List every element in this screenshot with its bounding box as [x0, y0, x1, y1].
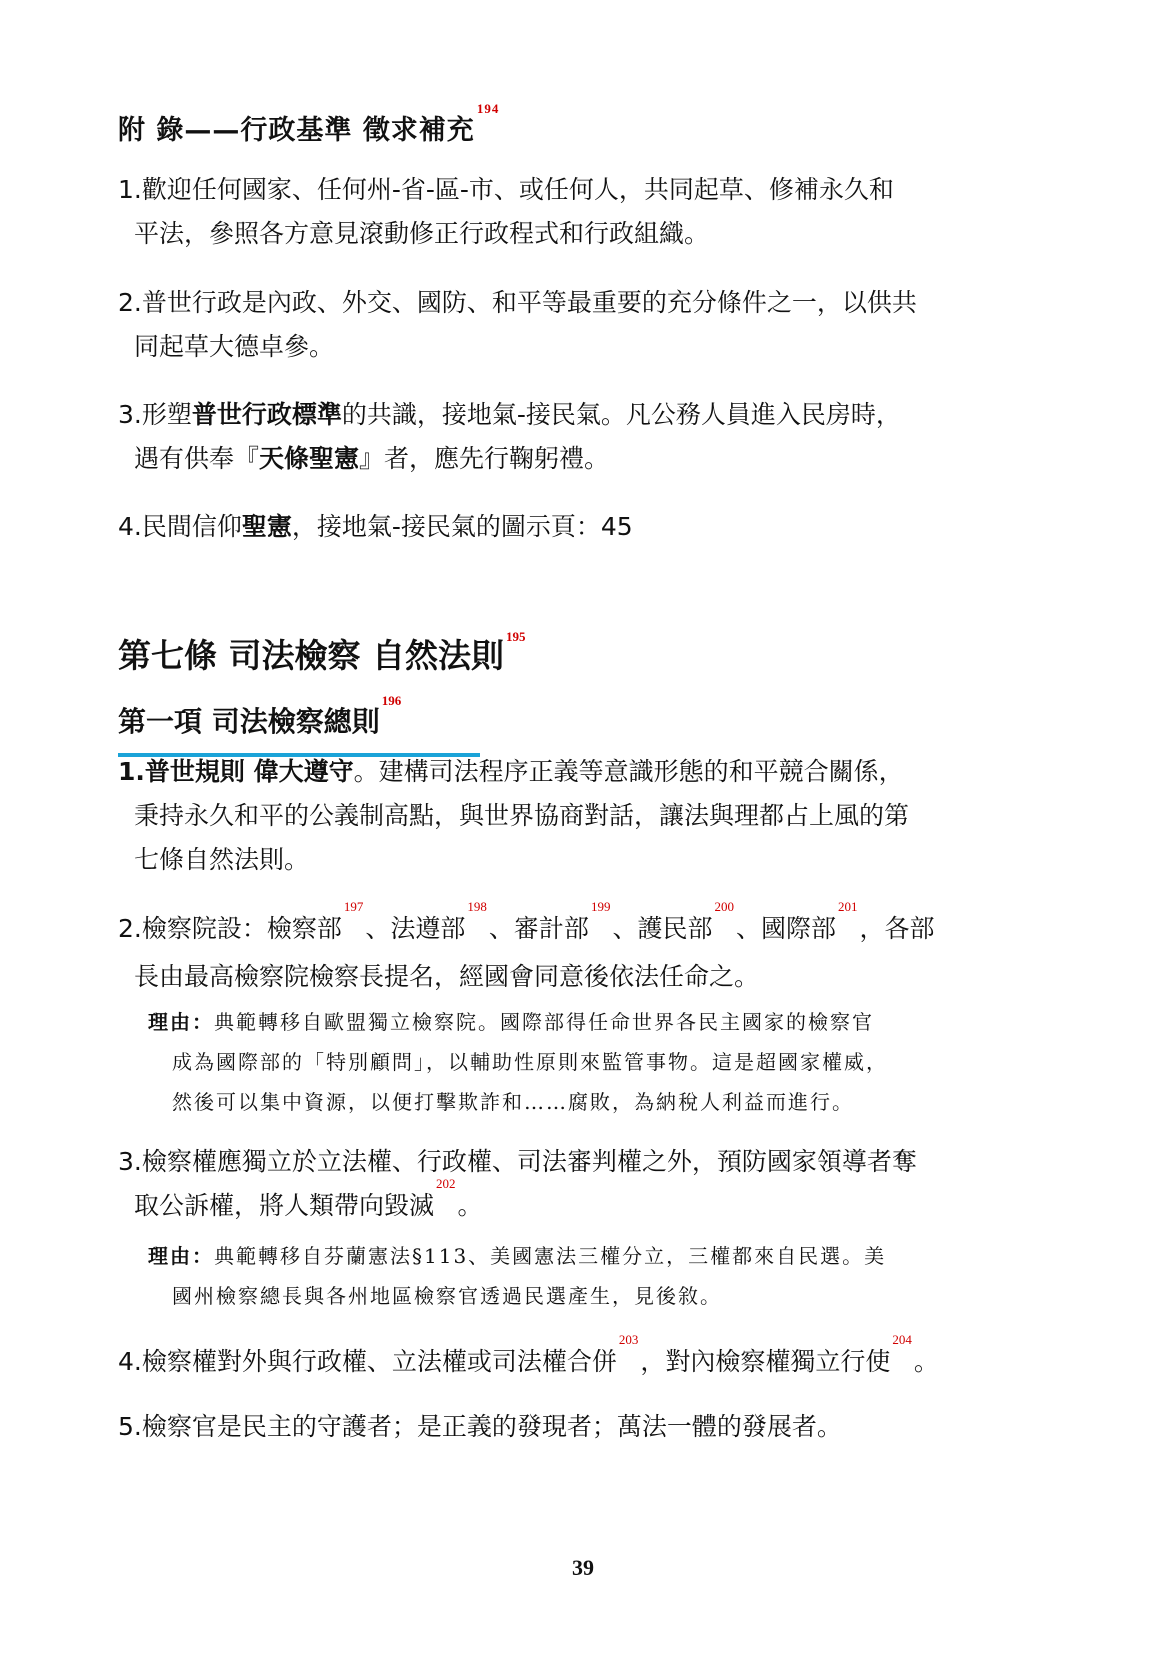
- appendix-item-4: [118, 505, 633, 549]
- text-run: 。: [457, 1191, 483, 1220]
- text-run: 的共識，接地氣-接民氣。凡公務人員進入民房時，: [341, 400, 901, 429]
- text-line: 2.普世行政是內政、外交、國防、和平等最重要的充分條件之一，以供共: [118, 288, 917, 317]
- page-number: 39: [572, 1555, 594, 1580]
- footnote-ref: 197: [343, 899, 364, 914]
- text-line: 長由最高檢察院檢察長提名，經國會同意後依法任命之。: [134, 962, 760, 991]
- reason-block: [148, 1236, 886, 1316]
- text-run: 。建構司法程序正義等意識形態的和平競合關係，: [353, 757, 904, 786]
- article-item-5: [118, 1405, 842, 1449]
- footnote-ref: 196: [381, 693, 402, 708]
- text-line: 1.歡迎任何國家、任何州-省-區-市、或任何人，共同起草、修補永久和: [118, 175, 894, 204]
- text-run: 。: [913, 1347, 939, 1376]
- reason-text: 國州檢察總長與各州地區檢察官透過民選產生，見後敘。: [172, 1284, 722, 1308]
- text-run: 3.形塑: [118, 400, 192, 429]
- bold-term: 天條聖憲: [259, 444, 360, 473]
- appendix-title: 附 錄——行政基準 徵求補充: [118, 115, 475, 146]
- footnote-ref: 194: [476, 101, 500, 116]
- text-run: 遇有供奉『: [134, 444, 260, 473]
- dept-name: 審計部: [513, 914, 589, 943]
- reason-text: 然後可以集中資源，以便打擊欺詐和……腐敗，為納稅人利益而進行。: [172, 1090, 854, 1114]
- footnote-ref: 204: [892, 1332, 912, 1347]
- bold-term: 1.普世規則 偉大遵守: [118, 757, 354, 786]
- section-heading: [118, 693, 403, 740]
- text-line: 平法，參照各方意見滾動修正行政程式和行政組織。: [134, 219, 710, 248]
- text-run: 4.檢察權對外與行政權、立法權或司法權合併: [118, 1347, 617, 1376]
- reason-label: 理由：: [148, 1244, 214, 1268]
- footnote-ref: 200: [714, 899, 734, 914]
- appendix-item-2: [118, 281, 917, 369]
- bold-term: 普世行政標準: [191, 400, 342, 429]
- reason-label: 理由：: [148, 1010, 214, 1034]
- text-run: 』者，應先行鞠躬禮。: [359, 444, 610, 473]
- footnote-ref: 203: [618, 1332, 639, 1347]
- article-item-4: [118, 1332, 939, 1388]
- footnote-ref: 201: [838, 899, 858, 914]
- article-heading: [118, 630, 527, 677]
- text-run: 2.檢察院設：: [118, 914, 267, 943]
- text-line: 3.檢察權應獨立於立法權、行政權、司法審判權之外，預防國家領導者奪: [118, 1147, 917, 1176]
- dept-name: 國際部: [760, 914, 836, 943]
- section-title: 第一項 司法檢察總則: [118, 705, 380, 738]
- reason-text: 典範轉移自芬蘭憲法§113、美國憲法三權分立，三權都來自民選。美: [214, 1244, 887, 1268]
- text-run: ，各部: [859, 914, 935, 943]
- appendix-item-1: [118, 168, 894, 256]
- article-item-2: [118, 899, 935, 999]
- text-line: 七條自然法則。: [134, 845, 310, 874]
- reason-block: [148, 1002, 888, 1122]
- text-run: 、: [735, 914, 761, 943]
- text-run: 、: [365, 914, 391, 943]
- footnote-ref: 198: [467, 899, 487, 914]
- article-item-3: [118, 1140, 917, 1232]
- dept-name: 護民部: [637, 914, 713, 943]
- bold-term: 聖憲: [241, 512, 292, 541]
- text-line: 秉持永久和平的公義制高點，與世界協商對話，讓法與理都占上風的第: [134, 801, 910, 830]
- dept-name: 檢察部: [266, 914, 342, 943]
- text-run: 、: [612, 914, 638, 943]
- text-line: 5.檢察官是民主的守護者；是正義的發現者；萬法一體的發展者。: [118, 1412, 842, 1441]
- reason-text: 成為國際部的「特別顧問」，以輔助性原則來監管事物。這是超國家權威，: [172, 1050, 888, 1074]
- reason-text: 典範轉移自歐盟獨立檢察院。國際部得任命世界各民主國家的檢察官: [214, 1010, 874, 1034]
- dept-name: 法遵部: [390, 914, 466, 943]
- text-run: 、: [488, 914, 514, 943]
- footnote-ref: 195: [505, 629, 526, 644]
- article-title: 第七條 司法檢察 自然法則: [118, 636, 504, 675]
- article-item-1: [118, 750, 909, 882]
- footnote-ref: 199: [590, 899, 611, 914]
- text-run: ，對內檢察權獨立行使: [640, 1347, 891, 1376]
- footnote-ref: 202: [436, 1176, 456, 1191]
- appendix-item-3: [118, 393, 901, 481]
- text-run: 4.民間信仰: [118, 512, 242, 541]
- appendix-heading: [118, 101, 501, 147]
- text-line: 同起草大德卓參。: [134, 332, 335, 361]
- text-run: ，接地氣-接民氣的圖示頁：45: [291, 512, 633, 541]
- text-run: 取公訴權，將人類帶向毀滅: [134, 1191, 435, 1220]
